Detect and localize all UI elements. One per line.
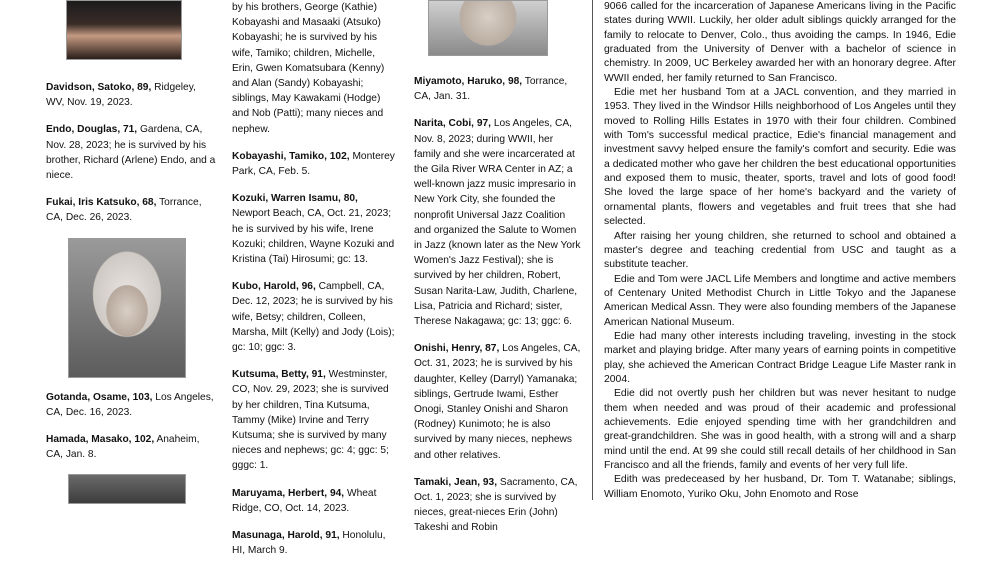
obituary-entry: [232, 279, 398, 355]
obituary-entry: [46, 80, 216, 110]
obituary-entry: [46, 390, 216, 420]
obituary-name: Gotanda, Osame, 103,: [46, 391, 153, 403]
obituary-column-3: [414, 0, 582, 548]
feature-obituary-column: [604, 0, 956, 502]
obituary-text: Campbell, CA, Dec. 12, 2023; he is survived by his wife, Betsy; children, Colleen, Marsha, Milt (Kelly) and Jody (Lois); gc: 10; ggc: 3.: [232, 281, 395, 354]
column-divider: [592, 0, 593, 500]
obituary-text: Westminster, CO, Nov. 29, 2023; she is survived by her children, Tina Kutsuma, Tammy (Mike) Irvine and Terry Kutsuma; she is survived by many nieces and nephews; gc: 4; ggc: 5; gggc: 1.: [232, 369, 389, 472]
obituary-entry: [414, 341, 582, 463]
obituary-text: Los Angeles, CA, Oct. 31, 2023; he is survived by his daughter, Kelley (Darryl) Yamanaka; siblings, Gertrude Iwami, Esther Onogi, Stanley Onishi and Sharon (Rodney) Kunimoto; he is also survived by many nieces, nephews and other relatives.: [414, 343, 581, 461]
obituary-entry: [46, 122, 216, 183]
portrait-photo: [428, 0, 548, 56]
obituary-name: Endo, Douglas, 71,: [46, 124, 138, 136]
obituary-name: Miyamoto, Haruko, 98,: [414, 76, 523, 87]
portrait-photo: [68, 474, 186, 504]
obituary-name: Kutsuma, Betty, 91,: [232, 369, 326, 381]
obituary-paragraph: Edie met her husband Tom at a JACL convention, and they married in 1953. They lived in the Windsor Hills neighborhood of Los Angeles until they moved to Rolling Hills Estates in 1970 with their four children. Combined with Tom's successful medical practice, Edie's financial management and investment savvy helped ensure the family's comfort and security. Edie was a dedicated mother who gave her children the best educational opportunities and exposed them to music, theater, sports, travel and lots of good food! She loved the large space of her home's backyard and the variety of ornamental plants, flowers and vegetables and fruit trees that she had selected.: [604, 87, 956, 228]
obituary-text: Torrance, CA, Jan. 31.: [414, 76, 568, 103]
obituary-name: Narita, Cobi, 97,: [414, 118, 491, 130]
obituary-column-1: [46, 0, 216, 504]
obituary-entry-continued: [232, 0, 398, 137]
obituary-name: Kozuki, Warren Isamu, 80,: [232, 193, 358, 205]
obituary-entry: [46, 432, 216, 462]
obituary-paragraph: Edith was predeceased by her husband, Dr. Tom T. Watanabe; siblings, William Enomoto, Yuriko Oku, John Enomoto and Rose: [604, 474, 956, 500]
obituary-text: Los Angeles, CA, Nov. 8, 2023; during WWII, her family and she were incarcerated at the Gila River WRA Center in AZ; a well-known jazz music impresario in New York City, she founded the nonprofit Universal Jazz Coalition and organized the Salute to Women in Jazz (known later as the New York Women's Jazz Festival); she is survived by her children, Robert, Susan Narita-Law, Judith, Charlene, Lisa, Patricia and Richard; sister, Therese Nakagawa; gc: 13; ggc: 6.: [414, 118, 581, 328]
portrait-photo: [66, 0, 182, 60]
obituary-text: Torrance, CA, Dec. 26, 2023.: [46, 197, 202, 224]
obituary-paragraph: Edie had many other interests including traveling, investing in the stock market and playing bridge. After many years of earning points in competitive play, she achieved the American Contract Bridge League Life Master rank in 2004.: [604, 330, 956, 385]
obituary-text: Wheat Ridge, CO, Oct. 14, 2023.: [232, 487, 377, 514]
obituary-text: Newport Beach, CA, Oct. 21, 2023; he is survived by his wife, Irene Kozuki; children, Wayne Kozuki and Kristina (Tai) Hirosumi; gc: 13.: [232, 208, 395, 266]
obituary-name: Tamaki, Jean, 93,: [414, 476, 498, 488]
obituary-paragraph: After raising her young children, she returned to school and obtained a master's degree and teaching credential from USC and taught as a substitute teacher.: [604, 230, 956, 271]
obituary-entry: [232, 486, 398, 516]
obituary-text: Ridgeley, WV, Nov. 19, 2023.: [46, 82, 196, 109]
obituary-entry: [414, 116, 582, 329]
obituary-name: Maruyama, Herbert, 94,: [232, 487, 345, 499]
obituary-name: Onishi, Henry, 87,: [414, 343, 500, 355]
obituary-name: Kobayashi, Tamiko, 102,: [232, 150, 350, 162]
obituary-name: Kubo, Harold, 96,: [232, 281, 316, 293]
obituary-text: Gardena, CA, Nov. 28, 2023; he is survived by his brother, Richard (Arlene) Endo, and a niece.: [46, 124, 216, 182]
obituary-text: Honolulu, HI, March 9.: [232, 530, 386, 557]
portrait-photo: [68, 238, 186, 378]
obituary-name: Davidson, Satoko, 89,: [46, 82, 152, 93]
obituary-text: Los Angeles, CA, Dec. 16, 2023.: [46, 391, 214, 418]
obituary-entry: [232, 367, 398, 473]
obituary-text: Anaheim, CA, Jan. 8.: [46, 434, 200, 461]
obituary-entry: [414, 475, 582, 536]
obituary-entry: [232, 528, 398, 558]
obituary-text: by his brothers, George (Kathie) Kobayashi and Masaaki (Atsuko) Kobayashi; he is survived by his wife, Tamiko; children, Michelle, Erin, Gwen Komatsubara (Kenny) and Alan (Sandy) Kobayashi; siblings, May Kawakami (Hodge) and Nob (Patti); many nieces and nephew.: [232, 2, 385, 135]
obituary-paragraph: Edie and Tom were JACL Life Members and longtime and active members of Centenary United Methodist Church in Little Tokyo and the Japanese American Medical Assn. They were also founding members of the Japanese American National Museum.: [604, 273, 956, 328]
obituary-text: Monterey Park, CA, Feb. 5.: [232, 150, 395, 178]
obituary-column-2: [232, 0, 398, 571]
obituary-entry: [414, 74, 582, 104]
obituary-entry: [232, 149, 398, 179]
obituary-entry: [46, 195, 216, 225]
obituary-entry: [232, 191, 398, 267]
obituary-name: Fukai, Iris Katsuko, 68,: [46, 197, 157, 209]
obituary-name: Masunaga, Harold, 91,: [232, 530, 340, 542]
obituary-paragraph: Edie did not overtly push her children but was never hesitant to nudge them when needed and was proud of their academic and professional achievements. Edie enjoyed spending time with her grandchildren and great-grandchildren. She was in good health, with a strong will and a sharp mind until the end. At 99 she could still recall details of her childhood in San Francisco and all the friends, family and events of her very full life.: [604, 388, 956, 471]
obituary-paragraph: 9066 called for the incarceration of Japanese Americans living in the Pacific states during WWII. Luckily, her older adult siblings quickly arranged for the family to relocate to Denver, Colo., thus avoiding the camps. In 1946, Edie graduated from the University of Denver with a bachelor of science in chemistry. In 2009, UC Berkeley awarded her with an honorary degree. After WWII ended, her family returned to San Francisco.: [604, 1, 956, 84]
obituary-name: Hamada, Masako, 102,: [46, 434, 155, 446]
obituary-text: Sacramento, CA, Oct. 1, 2023; she is survived by nieces, great-nieces Erin (John) Takeshi and Robin: [414, 476, 578, 534]
